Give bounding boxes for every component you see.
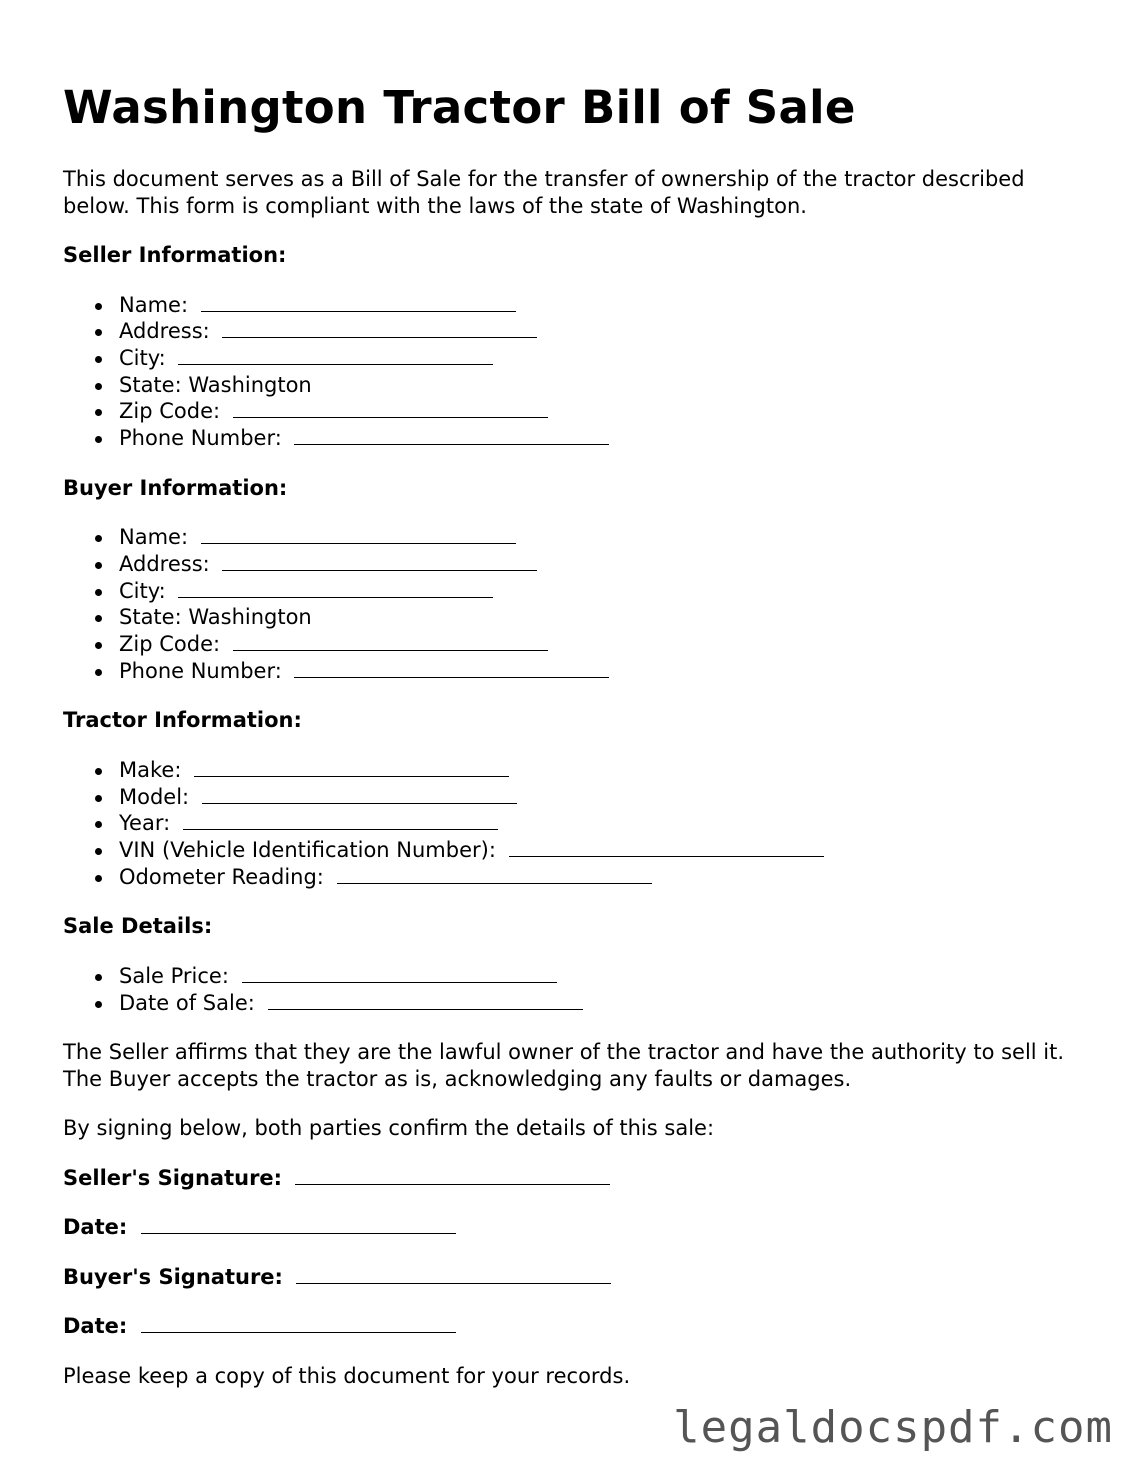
seller-address-blank[interactable] [222,318,537,338]
seller-name-blank[interactable] [201,292,516,312]
signature-label: Date: [63,1314,135,1339]
buyer-state-field [119,604,1083,631]
seller-city-blank[interactable] [178,345,493,365]
buyer-city-field [119,578,1083,605]
field-label: State: Washington [119,605,312,630]
seller-phone-blank[interactable] [294,425,609,445]
seller-date-blank[interactable] [141,1214,456,1234]
buyer-signature-line [63,1264,1083,1291]
field-label: Address: [119,551,217,576]
field-label: Odometer Reading: [119,864,331,889]
sale-section-heading: Sale Details: [63,914,213,939]
field-label: Zip Code: [119,399,227,424]
seller-signature-line [63,1165,1083,1192]
buyer-phone-field [119,658,1083,685]
tractor-model-blank[interactable] [202,784,517,804]
buyer-date-line [63,1313,1083,1340]
buyer-fields-list [63,524,1083,684]
tractor-fields-list [63,757,1083,891]
tractor-vin-blank[interactable] [509,837,824,857]
field-label: Phone Number: [119,426,289,451]
watermark: legaldocspdf.com [673,1402,1113,1453]
seller-city-field [119,345,1083,372]
tractor-year-blank[interactable] [183,810,498,830]
seller-section-heading: Seller Information: [63,243,287,267]
seller-address-field [119,318,1083,345]
tractor-make-blank[interactable] [194,757,509,777]
tractor-section-heading: Tractor Information: [63,708,302,733]
seller-date-line [63,1214,1083,1241]
field-label: Sale Price: [119,963,236,988]
tractor-odometer-blank[interactable] [337,864,652,884]
field-label: Date of Sale: [119,990,262,1015]
document-page [63,80,1083,1412]
intro-paragraph: This document serves as a Bill of Sale for the transfer of ownership of the tractor described below. This form is compliant with the laws of the state of Washington. [63,167,1025,218]
field-label: Model: [119,784,196,809]
sale-date-blank[interactable] [268,990,583,1010]
buyer-name-blank[interactable] [201,524,516,544]
seller-zip-field [119,398,1083,425]
field-label: State: Washington [119,372,312,397]
buyer-phone-blank[interactable] [294,658,609,678]
closing-paragraph: Please keep a copy of this document for your records. [63,1363,631,1388]
sale-date-field [119,990,1083,1017]
field-label: VIN (Vehicle Identification Number): [119,838,503,863]
signing-intro: By signing below, both parties confirm the details of this sale: [63,1116,715,1141]
field-label: Name: [119,292,195,317]
field-label: Name: [119,525,195,550]
sale-price-blank[interactable] [242,963,557,983]
buyer-zip-field [119,631,1083,658]
field-label: Make: [119,757,189,782]
tractor-year-field [119,810,1083,837]
field-label: Phone Number: [119,658,289,683]
signature-label: Date: [63,1215,135,1240]
seller-phone-field [119,425,1083,452]
field-label: City: [119,578,173,603]
seller-fields-list [63,292,1083,452]
buyer-signature-blank[interactable] [296,1264,611,1284]
buyer-address-blank[interactable] [222,551,537,571]
field-label: Address: [119,319,217,344]
buyer-name-field [119,524,1083,551]
field-label: Zip Code: [119,632,227,657]
buyer-zip-blank[interactable] [233,631,548,651]
seller-signature-blank[interactable] [295,1165,610,1185]
seller-state-field [119,372,1083,399]
tractor-make-field [119,757,1083,784]
buyer-section-heading: Buyer Information: [63,475,288,500]
seller-name-field [119,292,1083,319]
signature-label: Seller's Signature: [63,1165,290,1190]
tractor-model-field [119,784,1083,811]
sale-price-field [119,963,1083,990]
sale-fields-list [63,963,1083,1016]
signature-label: Buyer's Signature: [63,1264,291,1289]
buyer-address-field [119,551,1083,578]
affirmation-paragraph: The Seller affirms that they are the lawful owner of the tractor and have the authority to sell it. The Buyer accepts the tractor as is, acknowledging any faults or damages. [63,1040,1065,1091]
document-title: Washington Tractor Bill of Sale [63,81,856,134]
seller-zip-blank[interactable] [233,398,548,418]
field-label: City: [119,345,173,370]
field-label: Year: [119,811,177,836]
tractor-vin-field [119,837,1083,864]
buyer-date-blank[interactable] [141,1313,456,1333]
tractor-odometer-field [119,864,1083,891]
buyer-city-blank[interactable] [178,578,493,598]
